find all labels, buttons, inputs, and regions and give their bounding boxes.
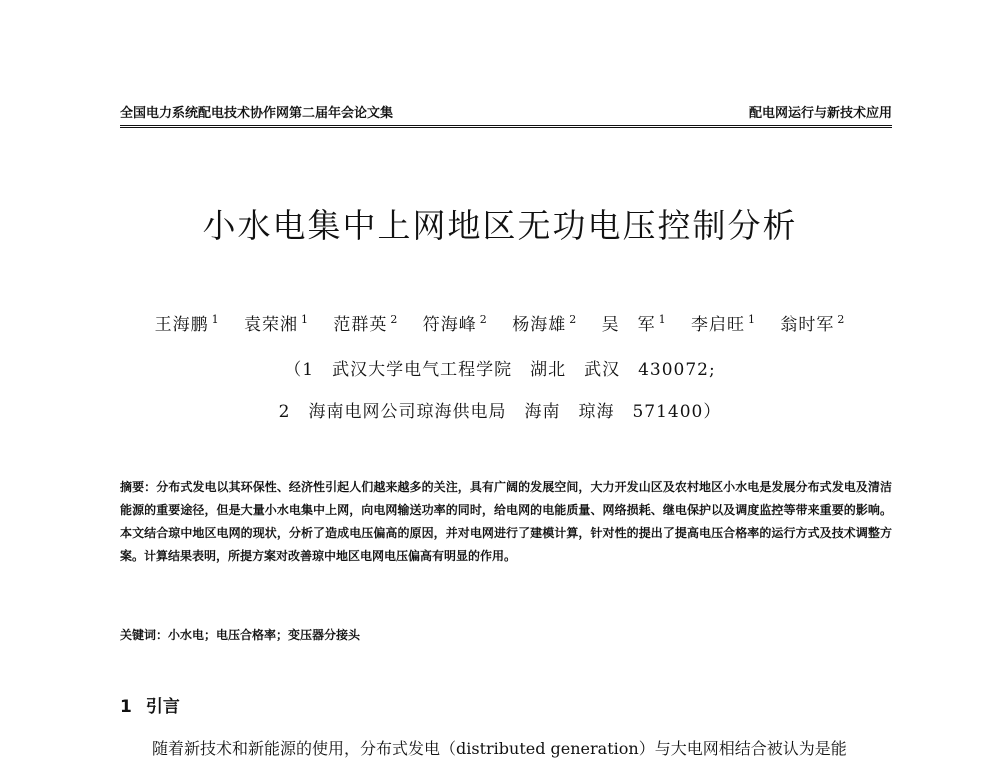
abstract-label: 摘要： <box>120 480 157 494</box>
author-name: 袁荣湘 <box>243 315 298 335</box>
author-name: 王海鹏 <box>154 315 209 335</box>
paper-title: 小水电集中上网地区无功电压控制分析 <box>202 206 798 245</box>
running-header <box>120 102 892 128</box>
author <box>512 315 577 335</box>
author <box>244 315 309 335</box>
section-number: 1 <box>120 697 132 717</box>
keywords-text: 小水电；电压合格率；变压器分接头 <box>168 628 361 642</box>
affiliation-line-1: （1 武汉大学电气工程学院 湖北 武汉 430072; <box>284 360 716 380</box>
author-affiliation-index: 2 <box>569 313 578 327</box>
author-name: 翁时军 <box>780 315 835 335</box>
keywords <box>120 626 892 643</box>
section-heading <box>120 692 180 717</box>
author-list <box>0 310 1000 335</box>
section-title: 引言 <box>145 697 180 717</box>
header-left: 全国电力系统配电技术协作网第二届年会论文集 <box>120 106 394 121</box>
author <box>780 315 845 335</box>
author-affiliation-index: 1 <box>300 313 309 327</box>
abstract-text: 分布式发电以其环保性、经济性引起人们越来越多的关注，具有广阔的发展空间，大力开发山区及农村地区小水电是发展分布式发电及清洁能源的重要途径，但是大量小水电集中上网，向电网输送功率的同时，给电网的电能质量、网络损耗、继电保护以及调度监控等带来重要的影响。本文结合琼中地区电网的现状，分析了造成电压偏高的原因，并对电网进行了建模计算，针对性的提出了提高电压合格率的运行方式及技术调整方案。计算结果表明，所提方案对改善琼中地区电网电压偏高有明显的作用。 <box>120 480 892 563</box>
author-name: 李启旺 <box>691 315 746 335</box>
author-affiliation-index: 2 <box>837 313 846 327</box>
author-affiliation-index: 2 <box>479 313 488 327</box>
author-name: 符海峰 <box>422 315 477 335</box>
keywords-label: 关键词： <box>120 628 169 642</box>
author-affiliation-index: 2 <box>390 313 399 327</box>
affiliation-line-2: 2 海南电网公司琼海供电局 海南 琼海 571400） <box>278 402 722 422</box>
abstract <box>120 476 892 568</box>
author-name: 吴 军 <box>601 315 656 335</box>
author <box>333 315 398 335</box>
author <box>602 315 667 335</box>
author <box>423 315 488 335</box>
body-paragraph: 随着新技术和新能源的使用，分布式发电（distributed generation）与大电网相结合被认为是能 <box>152 739 847 758</box>
author <box>155 315 220 335</box>
author-name: 范群英 <box>333 315 388 335</box>
author-name: 杨海雄 <box>512 315 567 335</box>
author-affiliation-index: 1 <box>658 313 667 327</box>
author-affiliation-index: 1 <box>211 313 220 327</box>
author <box>691 315 756 335</box>
header-right: 配电网运行与新技术应用 <box>748 106 892 121</box>
author-affiliation-index: 1 <box>748 313 757 327</box>
